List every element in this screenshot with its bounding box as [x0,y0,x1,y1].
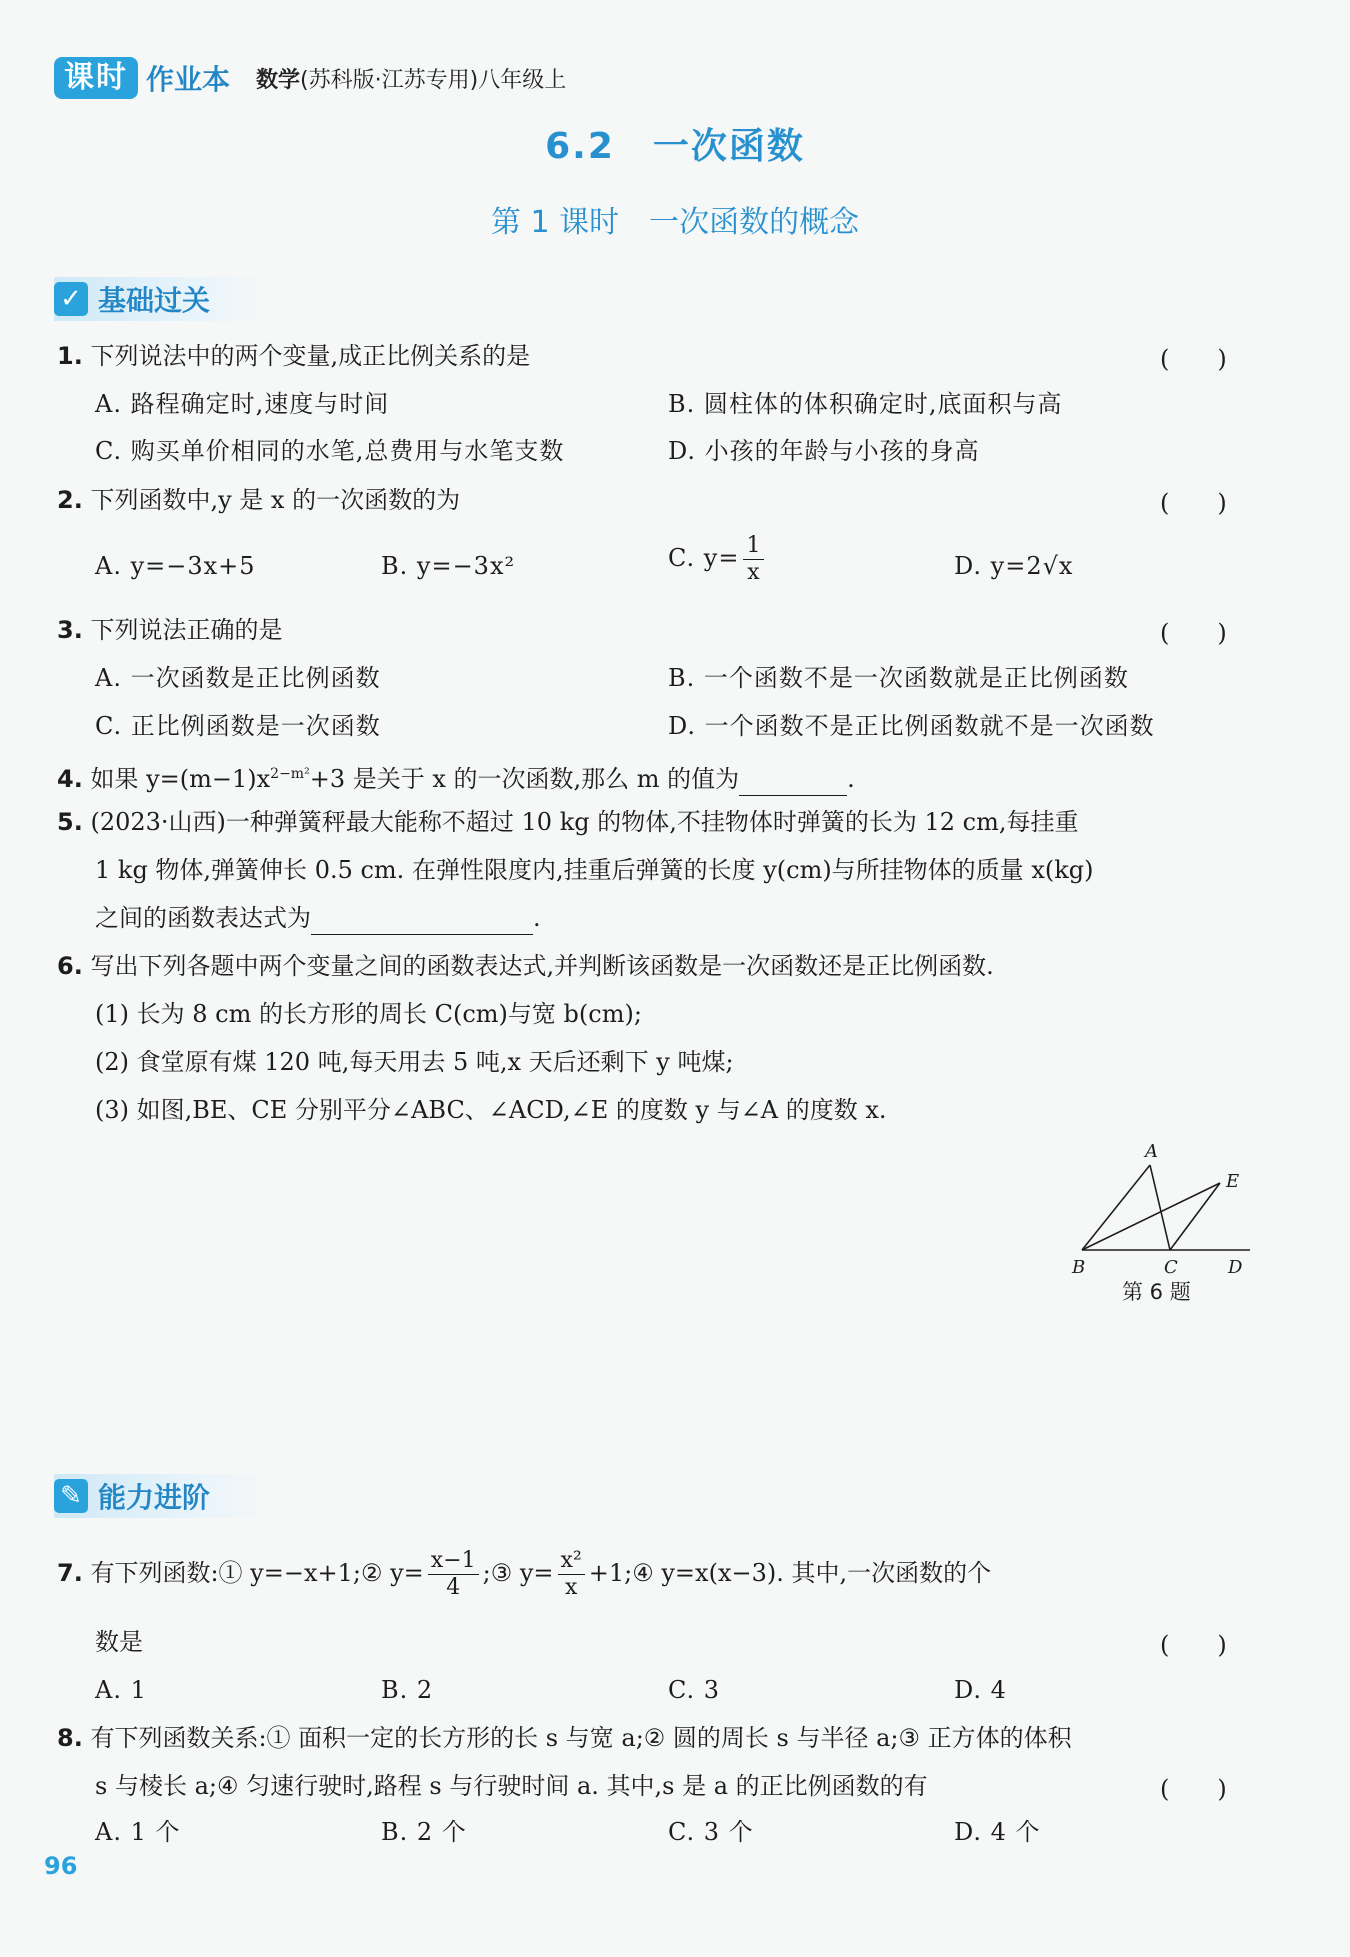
line-ce [1170,1183,1220,1250]
q1-stem: 1. 下列说法中的两个变量,成正比例关系的是 [57,342,531,370]
section-basic [54,277,270,321]
q4-answer-blank[interactable] [739,769,847,796]
section-advanced [54,1474,270,1518]
q8-answer-paren: ( ) [1160,1775,1227,1803]
brand-name: 作业本 [146,63,231,96]
label-b: B [1072,1257,1086,1278]
brand-logo: 课时 [54,57,138,99]
q7-line1: 7. 有下列函数:① y=−x+1;② y= $\frac{x-1}{4}$ ;③ y= $\frac{\text{x²}}{x}$ +1;④ y=x(x−3). 其中,一次函数的个 [57,1548,992,1600]
q1-option-d: D. 小孩的年龄与小孩的身高 [668,437,980,465]
line-ac [1150,1165,1170,1250]
q6-part3: (3) 如图,BE、CE 分别平分∠ABC、∠ACD,∠E 的度数 y 与∠A 的度数 x. [95,1096,887,1124]
q6-part1: (1) 长为 8 cm 的长方形的周长 C(cm)与宽 b(cm); [95,1000,642,1028]
q8-option-a: A. 1 个 [95,1818,181,1846]
q5-line3: 之间的函数表达式为 . [95,901,541,935]
q7-option-c: C. 3 [668,1676,721,1704]
q2-option-a: A. y=−3x+5 [95,552,256,580]
lesson-subtitle: 第 1 课时 一次函数的概念 [490,205,860,240]
pencil-icon: ✎ [54,1479,88,1513]
q4-stem: 4. 如果 $y=(m-1)x^{2-m^2}+3$ 是关于 x 的一次函数,那么 m 的值为 . [57,757,855,796]
q3-stem: 3. 下列说法正确的是 [57,616,283,644]
fraction: $\frac{x-1}{4}$ [428,1548,479,1601]
check-icon: ✓ [54,282,88,316]
q2-stem: 2. 下列函数中,y 是 x 的一次函数的为 [57,486,461,514]
section-advanced-label: 能力进阶 [98,1481,211,1514]
page-number: 96 [44,1852,78,1880]
q7-line2: 数是 [95,1628,143,1656]
label-d: D [1228,1257,1243,1278]
header [54,56,566,100]
fraction: $\frac{\text{x²}}{x}$ [558,1548,585,1601]
q5-answer-blank[interactable] [311,908,533,935]
q5-line1: 5. (2023·山西)一种弹簧秤最大能称不超过 10 kg 的物体,不挂物体时弹簧的长为 12 cm,每挂重 [57,808,1079,836]
subject: 数学 [256,67,301,93]
q7-answer-paren: ( ) [1160,1631,1227,1659]
line-be [1082,1183,1220,1250]
label-a: A [1145,1141,1158,1162]
q8-line1: 8. 有下列函数关系:① 面积一定的长方形的长 s 与宽 a;② 圆的周长 s 与半径 a;③ 正方体的体积 [57,1724,1072,1752]
q8-option-b: B. 2 个 [381,1818,467,1846]
q1-option-c: C. 购买单价相同的水笔,总费用与水笔支数 [95,437,565,465]
q2-answer-paren: ( ) [1160,489,1227,517]
q1-option-b: B. 圆柱体的体积确定时,底面积与高 [668,390,1063,418]
exponent: 2−m² [270,766,310,782]
q2-option-b: B. y=−3x² [381,552,516,580]
q3-answer-paren: ( ) [1160,619,1227,647]
fraction: $\frac{1}{x}$ [743,533,764,586]
q6-stem: 6. 写出下列各题中两个变量之间的函数表达式,并判断该函数是一次函数还是正比例函数. [57,952,994,980]
page-title: 6.2 一次函数 [545,126,805,167]
book-title [256,63,566,94]
q7-option-a: A. 1 [95,1676,147,1704]
q1-answer-paren: ( ) [1160,345,1227,373]
q2-option-c: C. y= $\frac{1}{x}$ [668,533,768,586]
q5-line2: 1 kg 物体,弹簧伸长 0.5 cm. 在弹性限度内,挂重后弹簧的长度 y(cm)与所挂物体的质量 x(kg) [95,856,1094,884]
q7-option-d: D. 4 [954,1676,1007,1704]
q7-option-b: B. 2 [381,1676,434,1704]
q6-part2: (2) 食堂原有煤 120 吨,每天用去 5 吨,x 天后还剩下 y 吨煤; [95,1048,734,1076]
label-c: C [1164,1257,1178,1278]
label-e: E [1226,1171,1240,1192]
q6-figure [1070,1135,1270,1295]
edition: (苏科版·江苏专用)八年级上 [300,67,567,93]
q8-option-d: D. 4 个 [954,1818,1041,1846]
line-ab [1082,1165,1150,1250]
q3-option-a: A. 一次函数是正比例函数 [95,664,381,692]
q8-line2: s 与棱长 a;④ 匀速行驶时,路程 s 与行驶时间 a. 其中,s 是 a 的正比例函数的有 [95,1772,928,1800]
q3-option-b: B. 一个函数不是一次函数就是正比例函数 [668,664,1129,692]
q3-option-d: D. 一个函数不是正比例函数就不是一次函数 [668,712,1155,740]
figure-caption: 第 6 题 [1122,1280,1191,1304]
q1-option-a: A. 路程确定时,速度与时间 [95,390,390,418]
q3-option-c: C. 正比例函数是一次函数 [95,712,381,740]
q8-option-c: C. 3 个 [668,1818,754,1846]
q2-option-d: D. y=2√x [954,552,1074,580]
section-basic-label: 基础过关 [98,284,211,317]
